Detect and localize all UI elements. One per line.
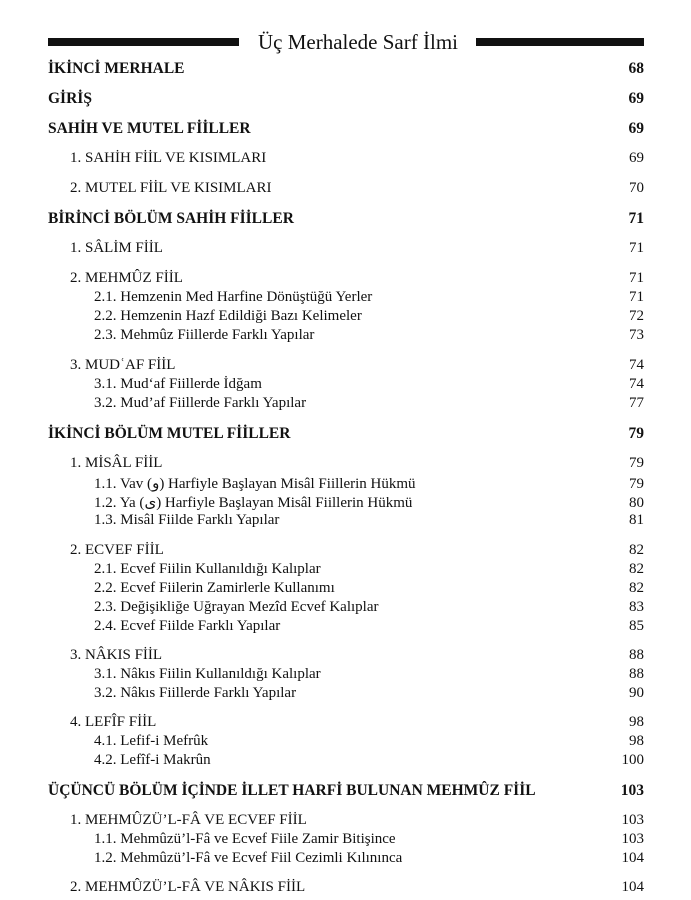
toc-entry-page: 103: [621, 831, 644, 847]
toc-entry-page: 83: [629, 599, 644, 615]
toc-entry-title: 2. ECVEF FİİL: [70, 542, 164, 558]
toc-entry-title: 2.4. Ecvef Fiilde Farklı Yapılar: [94, 618, 281, 634]
toc-entry[interactable]: [48, 493, 644, 513]
toc-entry-title: 2.1. Hemzenin Med Harfine Dönüştüğü Yerler: [94, 289, 373, 305]
toc-entry-title: 1.3. Misâl Fiilde Farklı Yapılar: [94, 512, 280, 528]
toc-entry[interactable]: [48, 376, 644, 396]
toc-entry-title: 3. MUDʿAF FİİL: [70, 357, 176, 373]
toc-entry-title: 1.2. Ya (ى) Harfiyle Başlayan Misâl Fiillerin Hükmü: [94, 495, 413, 511]
toc-entry-title: 1. SÂLİM FİİL: [70, 240, 163, 256]
toc-entry-page: 104: [621, 850, 644, 866]
toc-entry-page: 73: [629, 327, 644, 343]
toc-entry-page: 100: [621, 752, 644, 768]
toc-entry-title: 1.1. Mehmûzü’l-Fâ ve Ecvef Fiile Zamir Bitişince: [94, 831, 396, 847]
toc-entry-page: 80: [629, 495, 644, 511]
toc-entry-title: 2.3. Değişikliğe Uğrayan Mezîd Ecvef Kalıplar: [94, 599, 379, 615]
toc-entry-page: 72: [629, 308, 644, 324]
toc-entry-title: GİRİŞ: [48, 90, 92, 107]
toc-entry-page: 74: [629, 357, 644, 373]
toc-entry-page: 88: [629, 666, 644, 682]
toc-entry-title: 4. LEFÎF FİİL: [70, 714, 157, 730]
toc-entry-page: 82: [629, 561, 644, 577]
toc-entry-title: İKİNCİ MERHALE: [48, 60, 185, 77]
toc-entry-page: 81: [629, 512, 644, 528]
toc-entry-page: 79: [628, 425, 644, 442]
toc-entry-title: 3.2. Nâkıs Fiillerde Farklı Yapılar: [94, 685, 297, 701]
toc-entry[interactable]: [48, 542, 644, 562]
toc-entry-title: İKİNCİ BÖLÜM MUTEL FİİLLER: [48, 425, 291, 442]
toc-entry-page: 68: [628, 60, 644, 77]
toc-entry[interactable]: [48, 812, 644, 832]
toc-entry-page: 103: [621, 812, 644, 828]
toc-entry-title: 2. MUTEL FİİL VE KISIMLARI: [70, 180, 272, 196]
toc-entry[interactable]: [48, 512, 644, 532]
toc-entry-title: 1. MEHMÛZÜ’L-FÂ VE ECVEF FİİL: [70, 812, 307, 828]
toc-entry[interactable]: [48, 425, 644, 445]
toc-entry-page: 71: [629, 289, 644, 305]
toc-entry[interactable]: [48, 240, 644, 260]
toc-entry-title: 1.2. Mehmûzü’l-Fâ ve Ecvef Fiil Cezimli Kılınınca: [94, 850, 403, 866]
toc-entry-page: 69: [629, 150, 644, 166]
toc-entry[interactable]: [48, 90, 644, 110]
toc-entry-title: 4.2. Lefîf-i Makrûn: [94, 752, 211, 768]
toc-entry-page: 98: [629, 714, 644, 730]
toc-entry[interactable]: [48, 647, 644, 667]
toc-entry[interactable]: [48, 289, 644, 309]
toc-entry[interactable]: [48, 180, 644, 200]
toc-entry-page: 69: [628, 90, 644, 107]
toc-entry[interactable]: [48, 714, 644, 734]
toc-entry-title: BİRİNCİ BÖLÜM SAHİH FİİLLER: [48, 210, 294, 227]
toc-entry-title: 2.2. Ecvef Fiilerin Zamirlerle Kullanımı: [94, 580, 335, 596]
toc-entry-title: 3.1. Nâkıs Fiilin Kullanıldığı Kalıplar: [94, 666, 321, 682]
toc-entry-page: 71: [629, 240, 644, 256]
toc-entry[interactable]: [48, 150, 644, 170]
toc-entry-title: 2. MEHMÛZ FİİL: [70, 270, 183, 286]
toc-entry-title: 2.1. Ecvef Fiilin Kullanıldığı Kalıplar: [94, 561, 321, 577]
toc-entry-title: 2. MEHMÛZÜ’L-FÂ VE NÂKIS FİİL: [70, 879, 306, 895]
toc-entry[interactable]: [48, 879, 644, 899]
toc-entry[interactable]: [48, 270, 644, 290]
toc-entry[interactable]: [48, 561, 644, 581]
toc-entry-page: 70: [629, 180, 644, 196]
toc-entry[interactable]: [48, 831, 644, 851]
toc-entry-page: 90: [629, 685, 644, 701]
toc-entry-title: 3.1. Mud‘af Fiillerde İdğam: [94, 376, 262, 392]
toc-entry[interactable]: [48, 455, 644, 475]
toc-entry-title: 1.1. Vav (و) Harfiyle Başlayan Misâl Fiillerin Hükmü: [94, 476, 416, 492]
toc-entry[interactable]: [48, 308, 644, 328]
toc-entry[interactable]: [48, 395, 644, 415]
toc-entry[interactable]: [48, 752, 644, 772]
toc-entry-title: 3.2. Mud’af Fiillerde Farklı Yapılar: [94, 395, 307, 411]
toc-entry-page: 71: [628, 210, 644, 227]
toc-entry-page: 74: [629, 376, 644, 392]
toc-entry-page: 103: [620, 782, 644, 799]
toc-entry[interactable]: [48, 120, 644, 140]
toc-entry-page: 85: [629, 618, 644, 634]
toc-entry-page: 82: [629, 542, 644, 558]
toc-entry-title: 1. MİSÂL FİİL: [70, 455, 163, 471]
toc-entry-title: SAHİH VE MUTEL FİİLLER: [48, 120, 251, 137]
toc-entry-title: 1. SAHİH FİİL VE KISIMLARI: [70, 150, 267, 166]
toc-entry[interactable]: [48, 782, 644, 802]
toc-entry[interactable]: [48, 666, 644, 686]
toc-entry-page: 104: [621, 879, 644, 895]
toc-entry-page: 98: [629, 733, 644, 749]
toc-entry-title: 3. NÂKIS FİİL: [70, 647, 163, 663]
toc-entry-page: 88: [629, 647, 644, 663]
toc-entry-page: 79: [629, 476, 644, 492]
toc-entry-page: 77: [629, 395, 644, 411]
toc-entry-page: 69: [628, 120, 644, 137]
toc-entry[interactable]: [48, 618, 644, 638]
toc-entry[interactable]: [48, 60, 644, 80]
toc-entry-title: 2.3. Mehmûz Fiillerde Farklı Yapılar: [94, 327, 315, 343]
toc-entry-page: 79: [629, 455, 644, 471]
toc-entry[interactable]: [48, 733, 644, 753]
toc-entry[interactable]: [48, 474, 644, 494]
toc-entry-page: 82: [629, 580, 644, 596]
book-title: Üç Merhalede Sarf İlmi: [257, 30, 458, 54]
toc-entry[interactable]: [48, 357, 644, 377]
toc-entry[interactable]: [48, 599, 644, 619]
toc-entry[interactable]: [48, 580, 644, 600]
toc-entry[interactable]: [48, 327, 644, 347]
toc-entry-title: 2.2. Hemzenin Hazf Edildiği Bazı Kelimeler: [94, 308, 362, 324]
toc-entry-title: 4.1. Lefif-i Mefrûk: [94, 733, 209, 749]
toc-entry-title: ÜÇÜNCÜ BÖLÜM İÇİNDE İLLET HARFİ BULUNAN MEHMÛZ FİİL: [48, 782, 536, 799]
toc-entry[interactable]: [48, 850, 644, 870]
toc-entry-page: 71: [629, 270, 644, 286]
toc-entry[interactable]: [48, 685, 644, 705]
toc-entry[interactable]: [48, 210, 644, 230]
